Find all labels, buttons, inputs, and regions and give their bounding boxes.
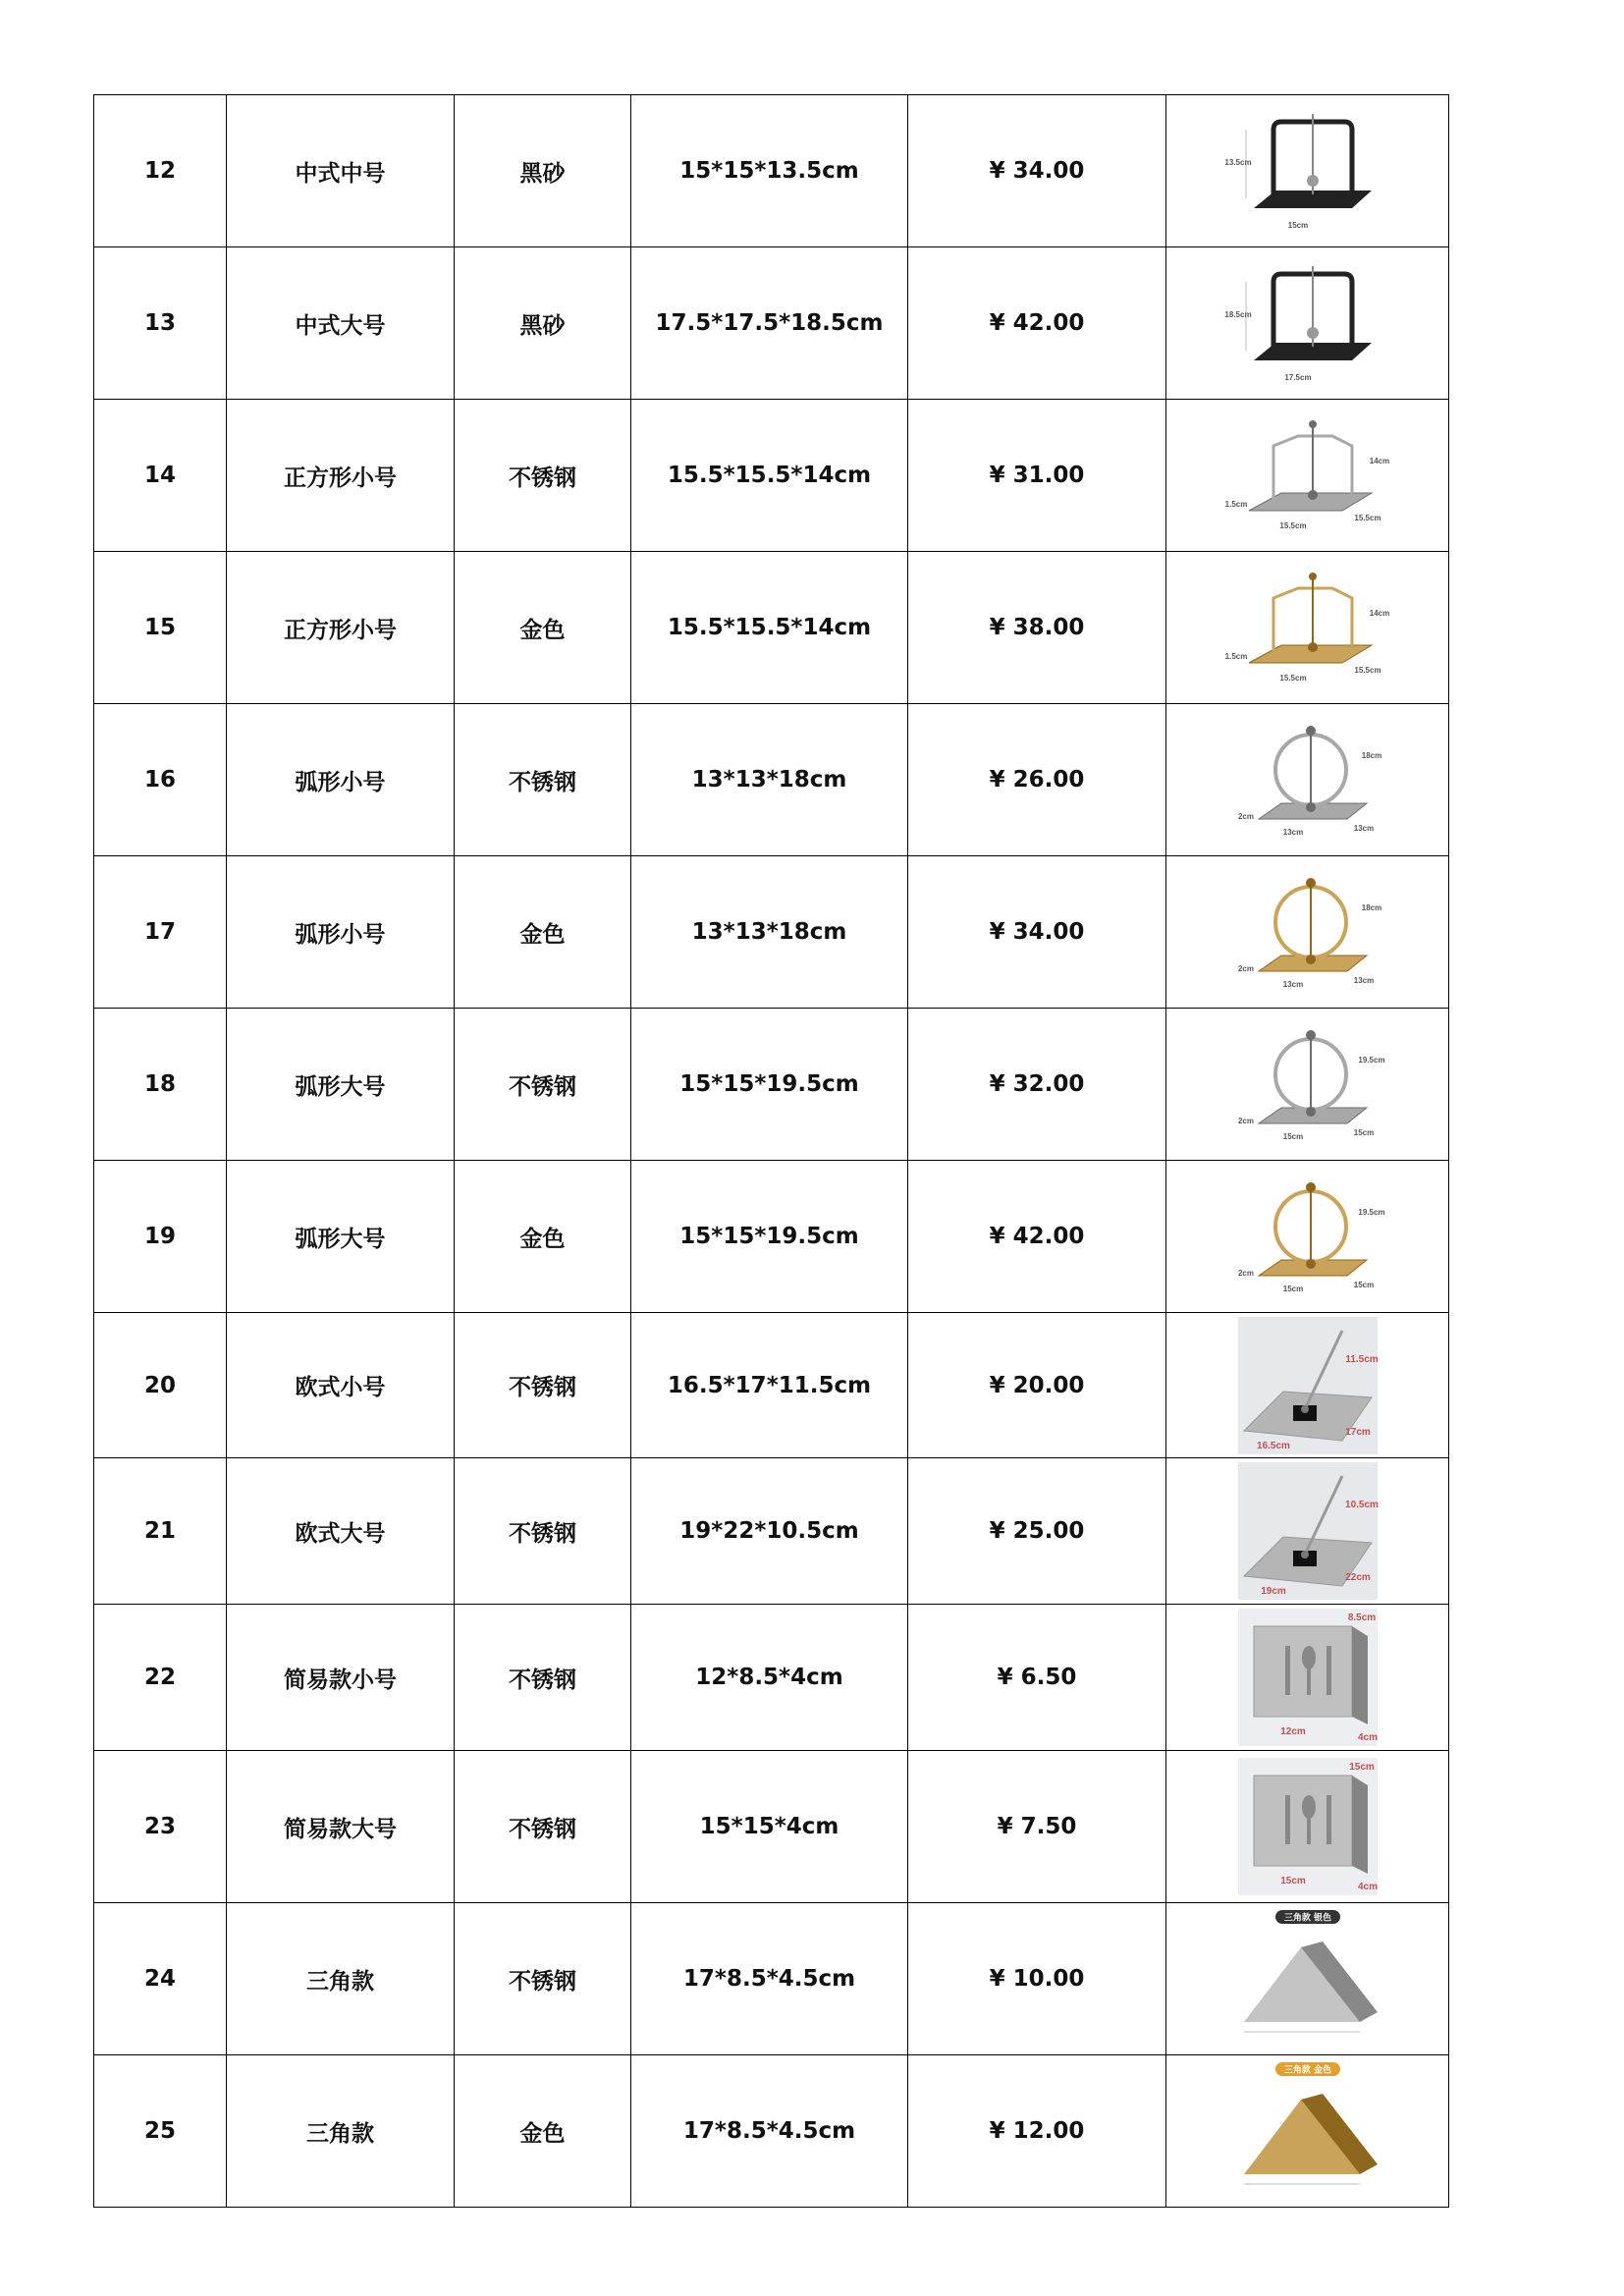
dimension-label: 10.5cm — [1344, 1500, 1379, 1510]
cell-number: 18 — [94, 1009, 227, 1161]
knife-cutout — [1326, 1795, 1331, 1844]
cell-finish: 金色 — [455, 856, 631, 1009]
cell-size: 15*15*13.5cm — [631, 95, 908, 247]
table-row — [94, 1161, 1449, 1313]
product-badge-text: 三角款 金色 — [1283, 2065, 1331, 2076]
cell-product-image — [1166, 856, 1449, 1009]
napkin-holder-arc-illustration — [1224, 709, 1391, 850]
dimension-label: 13cm — [1353, 976, 1374, 985]
cell-product-name: 弧形小号 — [227, 704, 455, 856]
table-row — [94, 704, 1449, 856]
table-row — [94, 856, 1449, 1009]
dimension-label: 16.5cm — [1256, 1440, 1290, 1451]
cell-product-name: 欧式小号 — [227, 1313, 455, 1458]
cell-product-name: 简易款大号 — [227, 1751, 455, 1903]
cell-size: 17.5*17.5*18.5cm — [631, 247, 908, 400]
napkin-holder-square-illustration — [1224, 557, 1391, 698]
side-panel — [1352, 1626, 1368, 1724]
weight-ball — [1307, 327, 1319, 339]
cell-size: 15*15*4cm — [631, 1751, 908, 1903]
cell-number: 21 — [94, 1458, 227, 1605]
dimension-label: 17.5cm — [1283, 373, 1312, 382]
top-knob — [1309, 573, 1317, 580]
weight-ball — [1306, 955, 1316, 964]
table-row — [94, 95, 1449, 247]
cell-number: 12 — [94, 95, 227, 247]
weight-ball — [1307, 175, 1319, 187]
dimension-label: 15cm — [1279, 1876, 1306, 1886]
cell-finish: 不锈钢 — [455, 1903, 631, 2055]
dimension-label: 15cm — [1282, 1132, 1303, 1141]
cell-finish: 不锈钢 — [455, 1009, 631, 1161]
cell-size: 15*15*19.5cm — [631, 1161, 908, 1313]
table-row — [94, 2055, 1449, 2208]
napkin-holder-chinese-illustration — [1224, 252, 1391, 394]
table-row — [94, 400, 1449, 552]
table-row — [94, 1751, 1449, 1903]
table-row — [94, 1009, 1449, 1161]
spoon-cutout — [1302, 1795, 1316, 1819]
cell-product-name: 中式中号 — [227, 95, 455, 247]
weight-ball — [1308, 490, 1318, 500]
weight-ball — [1306, 1259, 1316, 1269]
dimension-label: 19.5cm — [1357, 1056, 1385, 1065]
dimension-label: 18.5cm — [1223, 310, 1252, 319]
cell-product-image — [1166, 552, 1449, 704]
cell-product-image — [1166, 247, 1449, 400]
dimension-label: 13cm — [1282, 980, 1303, 989]
table-row — [94, 552, 1449, 704]
dimension-label: 18cm — [1361, 903, 1381, 912]
dimension-label: 15cm — [1282, 1285, 1303, 1293]
cell-price: ¥ 26.00 — [908, 704, 1166, 856]
dimension-label: 15cm — [1287, 221, 1308, 230]
side-panel — [1352, 1776, 1368, 1874]
cell-price: ¥ 25.00 — [908, 1458, 1166, 1605]
table-row — [94, 1903, 1449, 2055]
cell-number: 19 — [94, 1161, 227, 1313]
cell-product-name: 中式大号 — [227, 247, 455, 400]
cell-product-name: 正方形小号 — [227, 552, 455, 704]
dimension-label: 18cm — [1361, 751, 1381, 760]
cell-finish: 金色 — [455, 2055, 631, 2208]
cell-price: ¥ 34.00 — [908, 856, 1166, 1009]
top-knob — [1306, 726, 1316, 736]
cell-price: ¥ 20.00 — [908, 1313, 1166, 1458]
weight-ball — [1308, 642, 1318, 652]
cell-product-name: 欧式大号 — [227, 1458, 455, 1605]
table-row — [94, 247, 1449, 400]
cell-price: ¥ 7.50 — [908, 1751, 1166, 1903]
dimension-label: 4cm — [1357, 1882, 1378, 1892]
cell-size: 17*8.5*4.5cm — [631, 1903, 908, 2055]
dimension-label: 2cm — [1237, 812, 1254, 821]
napkin-holder-square-illustration — [1224, 405, 1391, 546]
weight-ball — [1306, 1107, 1316, 1117]
dimension-label: 17cm — [1344, 1426, 1371, 1438]
knife-cutout — [1326, 1646, 1331, 1695]
cell-product-image — [1166, 1009, 1449, 1161]
cell-product-image — [1166, 1161, 1449, 1313]
dimension-label: 15cm — [1353, 1281, 1374, 1289]
dimension-label: 22cm — [1344, 1572, 1371, 1583]
cell-size: 15*15*19.5cm — [631, 1009, 908, 1161]
cell-number: 24 — [94, 1903, 227, 2055]
table-row — [94, 1313, 1449, 1458]
cell-number: 13 — [94, 247, 227, 400]
cell-finish: 不锈钢 — [455, 1313, 631, 1458]
cell-number: 14 — [94, 400, 227, 552]
cell-finish: 不锈钢 — [455, 1605, 631, 1751]
cell-finish: 不锈钢 — [455, 704, 631, 856]
dimension-label: 15cm — [1348, 1762, 1375, 1773]
cell-number: 20 — [94, 1313, 227, 1458]
dimension-label: 4cm — [1357, 1732, 1378, 1743]
napkin-holder-euro-illustration — [1224, 1460, 1391, 1602]
dimension-label: 15.5cm — [1278, 674, 1307, 683]
cell-size: 17*8.5*4.5cm — [631, 2055, 908, 2208]
cell-price: ¥ 12.00 — [908, 2055, 1166, 2208]
cell-size: 13*13*18cm — [631, 704, 908, 856]
product-table — [93, 94, 1449, 2208]
fork-cutout — [1285, 1646, 1290, 1695]
cell-product-name: 弧形小号 — [227, 856, 455, 1009]
cell-price: ¥ 31.00 — [908, 400, 1166, 552]
dimension-label: 13cm — [1282, 828, 1303, 837]
cell-product-image — [1166, 704, 1449, 856]
cell-finish: 黑砂 — [455, 95, 631, 247]
spoon-handle-cutout — [1307, 1667, 1311, 1695]
cell-number: 16 — [94, 704, 227, 856]
cell-product-image — [1166, 1605, 1449, 1751]
weight-ball — [1301, 1551, 1309, 1558]
dimension-label: 8.5cm — [1347, 1613, 1376, 1623]
cell-price: ¥ 38.00 — [908, 552, 1166, 704]
cell-number: 23 — [94, 1751, 227, 1903]
cell-finish: 金色 — [455, 552, 631, 704]
dimension-label: 15.5cm — [1278, 521, 1307, 530]
napkin-holder-arc-illustration — [1224, 1166, 1391, 1307]
front-panel — [1254, 1776, 1352, 1866]
cell-product-image — [1166, 400, 1449, 552]
cell-price: ¥ 42.00 — [908, 1161, 1166, 1313]
cell-size: 15.5*15.5*14cm — [631, 400, 908, 552]
weight-ball — [1306, 802, 1316, 812]
cell-finish: 不锈钢 — [455, 400, 631, 552]
napkin-holder-triangle-illustration — [1224, 2060, 1391, 2202]
napkin-holder-simple-illustration — [1224, 1607, 1391, 1748]
napkin-holder-arc-illustration — [1224, 861, 1391, 1003]
cell-size: 13*13*18cm — [631, 856, 908, 1009]
dimension-label: 15.5cm — [1353, 514, 1381, 522]
cell-number: 22 — [94, 1605, 227, 1751]
cell-number: 25 — [94, 2055, 227, 2208]
napkin-holder-simple-illustration — [1224, 1756, 1391, 1897]
cell-product-image — [1166, 1903, 1449, 2055]
dimension-label: 15cm — [1353, 1128, 1374, 1137]
weight-ball — [1301, 1405, 1309, 1413]
dimension-label: 2cm — [1237, 1117, 1254, 1125]
dimension-label: 19.5cm — [1357, 1208, 1385, 1217]
cell-finish: 黑砂 — [455, 247, 631, 400]
dimension-label: 2cm — [1237, 1269, 1254, 1278]
napkin-holder-chinese-illustration — [1224, 100, 1391, 242]
cell-price: ¥ 32.00 — [908, 1009, 1166, 1161]
top-knob — [1306, 1030, 1316, 1040]
front-panel — [1254, 1626, 1352, 1717]
cell-product-image — [1166, 95, 1449, 247]
spoon-cutout — [1302, 1646, 1316, 1669]
dimension-label: 13.5cm — [1223, 158, 1252, 167]
napkin-holder-triangle-illustration — [1224, 1908, 1391, 2050]
cell-price: ¥ 34.00 — [908, 95, 1166, 247]
top-knob — [1306, 1182, 1316, 1192]
cell-number: 15 — [94, 552, 227, 704]
cell-product-name: 简易款小号 — [227, 1605, 455, 1751]
table-row — [94, 1458, 1449, 1605]
cell-product-image — [1166, 1313, 1449, 1458]
cell-product-name: 弧形大号 — [227, 1161, 455, 1313]
table-row — [94, 1605, 1449, 1751]
dimension-label: 14cm — [1369, 609, 1389, 618]
cell-size: 19*22*10.5cm — [631, 1458, 908, 1605]
cell-size: 16.5*17*11.5cm — [631, 1313, 908, 1458]
cell-finish: 不锈钢 — [455, 1751, 631, 1903]
dimension-label: 13cm — [1353, 824, 1374, 833]
cell-product-image — [1166, 1751, 1449, 1903]
cell-number: 17 — [94, 856, 227, 1009]
cell-price: ¥ 10.00 — [908, 1903, 1166, 2055]
dimension-label: 12cm — [1279, 1726, 1306, 1737]
cell-price: ¥ 42.00 — [908, 247, 1166, 400]
cell-product-name: 弧形大号 — [227, 1009, 455, 1161]
dimension-label: 1.5cm — [1224, 500, 1247, 509]
cell-price: ¥ 6.50 — [908, 1605, 1166, 1751]
top-knob — [1309, 420, 1317, 428]
spoon-handle-cutout — [1307, 1817, 1311, 1844]
dimension-label: 15.5cm — [1353, 666, 1381, 675]
cell-finish: 不锈钢 — [455, 1458, 631, 1605]
cell-size: 12*8.5*4cm — [631, 1605, 908, 1751]
product-badge-text: 三角款 银色 — [1283, 1913, 1331, 1924]
product-table-body — [94, 95, 1449, 2208]
cell-product-name: 三角款 — [227, 1903, 455, 2055]
dimension-label: 19cm — [1260, 1586, 1286, 1597]
dimension-label: 2cm — [1237, 964, 1254, 973]
cell-product-name: 正方形小号 — [227, 400, 455, 552]
napkin-holder-euro-illustration — [1224, 1315, 1391, 1456]
cell-product-name: 三角款 — [227, 2055, 455, 2208]
dimension-label: 14cm — [1369, 457, 1389, 465]
dimension-label: 11.5cm — [1344, 1353, 1379, 1365]
top-knob — [1306, 878, 1316, 888]
fork-cutout — [1285, 1795, 1290, 1844]
cell-finish: 金色 — [455, 1161, 631, 1313]
cell-product-image — [1166, 1458, 1449, 1605]
cell-size: 15.5*15.5*14cm — [631, 552, 908, 704]
napkin-holder-arc-illustration — [1224, 1013, 1391, 1155]
dimension-label: 1.5cm — [1224, 652, 1247, 661]
cell-product-image — [1166, 2055, 1449, 2208]
